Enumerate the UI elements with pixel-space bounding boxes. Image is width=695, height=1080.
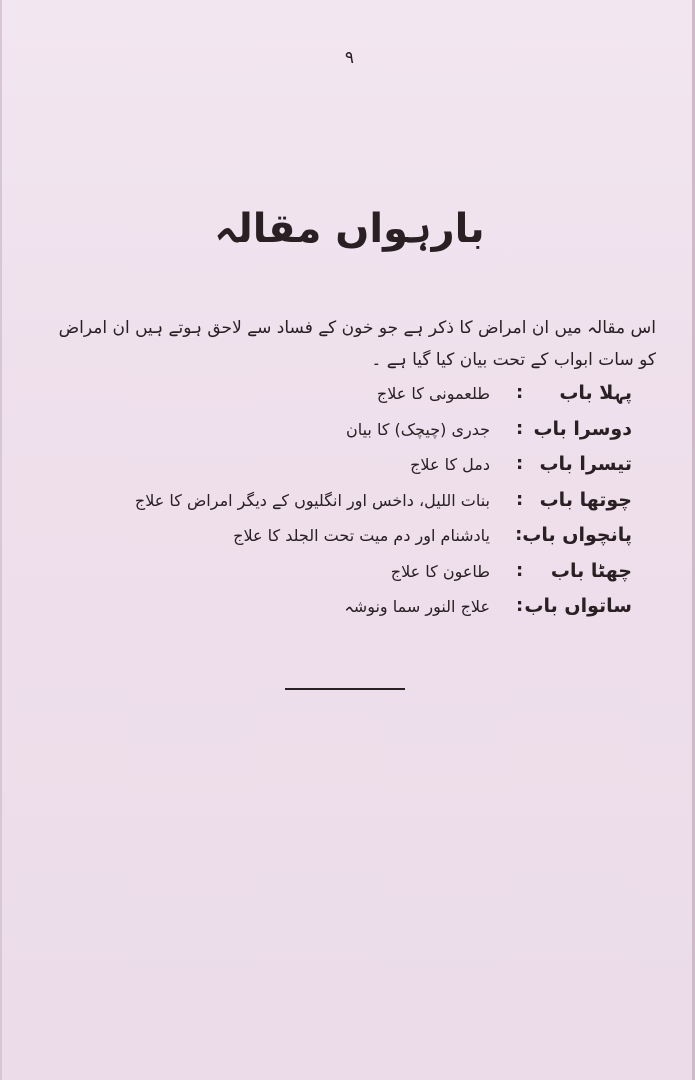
chapter-label-text: دوسرا باب [533, 417, 632, 440]
chapter-item [52, 382, 632, 418]
chapter-label-text: پانچواں باب [522, 524, 632, 546]
chapter-colon: : [516, 417, 524, 439]
chapter-item [52, 489, 632, 525]
chapter-item [52, 560, 632, 596]
intro-line: کو سات ابواب کے تحت بیان کیا گیا ہے ۔ [371, 350, 656, 370]
chapter-label [502, 453, 632, 475]
chapter-colon: : [516, 453, 524, 474]
chapter-topic: دمل کا علاج [410, 455, 490, 474]
chapter-label-text: پہلا باب [559, 382, 632, 404]
chapter-label-text: چھٹا باب [550, 559, 632, 582]
chapter-label-text: تیسرا باب [539, 453, 632, 475]
chapter-colon: : [516, 595, 524, 616]
page-number: ٩ [344, 48, 355, 68]
chapter-item [52, 418, 632, 454]
chapter-topic: طاعون کا علاج [390, 561, 490, 581]
chapter-label [502, 418, 632, 440]
chapter-label [502, 560, 632, 582]
chapter-topic: طلعمونی کا علاج [376, 384, 490, 403]
chapter-item [52, 524, 632, 560]
chapter-label [502, 595, 632, 617]
chapter-label [502, 524, 632, 546]
chapter-label-text: چوتھا باب [539, 488, 632, 511]
section-divider [285, 688, 405, 690]
intro-line: اس مقالہ میں ان امراض کا ذکر ہے جو خون کے فساد سے لاحق ہوتے ہیں ان امراض [58, 318, 656, 338]
chapter-colon: : [516, 559, 524, 581]
intro-paragraph [46, 312, 656, 376]
section-title: بارہواں مقالہ [214, 206, 485, 252]
chapter-item [52, 453, 632, 489]
chapter-label [502, 382, 632, 404]
chapter-item [52, 595, 632, 631]
chapter-label [502, 489, 632, 511]
chapter-colon: : [516, 382, 524, 403]
chapter-topic: علاج النور سما ونوشہ [344, 597, 490, 616]
chapter-topic: بنات اللیل، داخس اور انگلیوں کے دیگر امراض کا علاج [134, 490, 490, 510]
chapter-topic: جدری (چیچک) کا بیان [345, 419, 490, 439]
chapter-label-text: ساتواں باب [524, 595, 632, 617]
chapter-list [52, 382, 632, 631]
chapter-colon: : [516, 488, 524, 510]
chapter-topic: یادشنام اور دم میت تحت الجلد کا علاج [233, 526, 490, 545]
chapter-colon: : [515, 524, 523, 545]
